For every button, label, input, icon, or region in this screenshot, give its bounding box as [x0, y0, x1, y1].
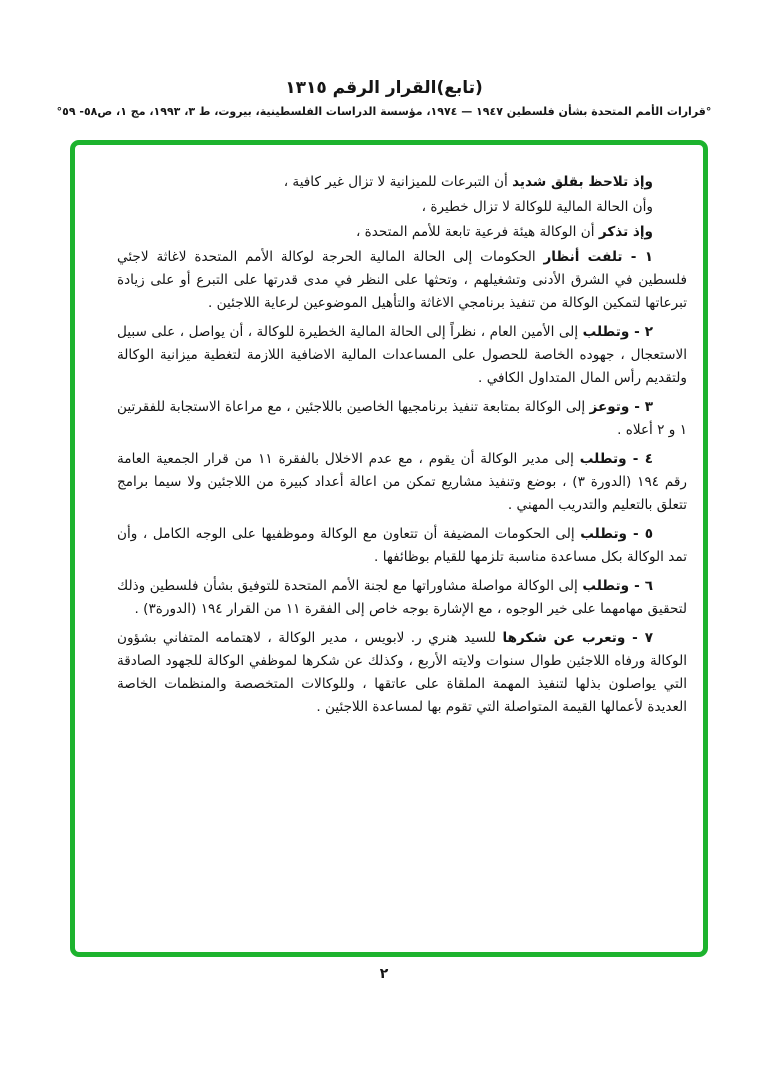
preamble-paragraph: وإذ تلاحظ بقلق شديد أن التبرعات للميزانية لا تزال غير كافية ، — [283, 174, 653, 190]
numbered-paragraph: ١ - تلفت أنظار الحكومات إلى الحالة المالية الحرجة لوكالة الأمم المتحدة لاغاثة لاجئي فلسطين في الشرق الأدنى وتشغيلهم ، وتحثها على النظر في مدى قدرتها على التبرع أو على زيادة تبرعاتها لتمكين الوكالة من تنفيذ برنامجي الاغاثة والتأهيل الموضوعين لرعاية اللاجئين . — [117, 249, 687, 311]
paragraph-lead: ٧ - وتعرب عن شكرها — [502, 630, 653, 646]
numbered-paragraph: ٦ - وتطلب إلى الوكالة مواصلة مشاوراتها مع لجنة الأمم المتحدة للتوفيق بشأن فلسطين وذلك لتحقيق مهامهما على خير الوجوه ، مع الإشارة بوجه خاص إلى الفقرة ١١ من القرار ١٩٤ (الدورة٣) . — [117, 578, 687, 617]
green-border-frame — [70, 140, 708, 957]
document-header — [0, 0, 768, 118]
source-citation-line: °قرارات الأمم المتحدة بشأن فلسطين ١٩٤٧ — ١٩٧٤، مؤسسة الدراسات الفلسطينية، بيروت، ط ٣، ١٩٩٣، مج ١، ص٥٨- ٥٩° — [56, 105, 712, 118]
page-title: (تابع)القرار الرقم ١٣١٥ — [285, 78, 483, 98]
paragraph-lead: وإذ تلاحظ بقلق شديد — [512, 174, 653, 190]
numbered-paragraph: ٤ - وتطلب إلى مدير الوكالة أن يقوم ، مع عدم الاخلال بالفقرة ١١ من قرار الجمعية العامة رقم ١٩٤ (الدورة ٣) ، بوضع وتنفيذ مشاريع تمكن من اعالة أعداد كبيرة من اللاجئين ولا سيما برامج تتعلق بالتعليم والتدريب المهني . — [117, 451, 687, 513]
numbered-paragraph: ٧ - وتعرب عن شكرها للسيد هنري ر. لابويس ، مدير الوكالة ، لاهتمامه المتفاني بشؤون الوكالة ورفاه اللاجئين طوال سنوات ولايته الأربع ، وكذلك عن شكرها لموظفي الوكالة للجهود الصادقة التي يواصلون بذلها لتنفيذ المهمة الملقاة على عاتقها ، وللوكالات المتخصصة والمنظمات الخاصة العديدة لأعمالها القيمة المتواصلة التي تقوم بها لمساعدة اللاجئين . — [117, 630, 687, 715]
resolution-text — [117, 171, 687, 719]
paragraph-lead: ٦ - وتطلب — [582, 578, 654, 594]
paragraph-lead: وإذ تذكر — [598, 224, 653, 240]
numbered-paragraph: ٣ - وتوعز إلى الوكالة بمتابعة تنفيذ برنامجيها الخاصين باللاجئين ، مع مراعاة الاستجابة للفقرتين ١ و ٢ أعلاه . — [117, 399, 687, 438]
numbered-paragraph: ٢ - وتطلب إلى الأمين العام ، نظراً إلى الحالة المالية الخطيرة للوكالة ، أن يواصل ، على سبيل الاستعجال ، جهوده الخاصة للحصول على المساعدات المالية الاضافية اللازمة لتغطية ميزانية الوكالة ولتقديم رأس المال المتداول الكافي . — [117, 324, 687, 386]
page-number: ٢ — [379, 966, 389, 982]
paragraph-lead: ٤ - وتطلب — [579, 451, 653, 467]
paragraph-lead: ٢ - وتطلب — [582, 324, 653, 340]
paragraph-lead: ٥ - وتطلب — [580, 526, 653, 542]
paragraph-lead: ٣ - وتوعز — [589, 399, 653, 415]
preamble-paragraph: وأن الحالة المالية للوكالة لا تزال خطيرة ، — [421, 199, 653, 215]
preamble-paragraph: وإذ تذكر أن الوكالة هيئة فرعية تابعة للأمم المتحدة ، — [355, 224, 653, 240]
paragraph-lead: ١ - تلفت أنظار — [543, 249, 653, 265]
numbered-paragraph: ٥ - وتطلب إلى الحكومات المضيفة أن تتعاون مع الوكالة وموظفيها على الوجه الكامل ، وأن تمد الوكالة بكل مساعدة مناسبة تلزمها للقيام بوظائفها . — [117, 526, 687, 565]
